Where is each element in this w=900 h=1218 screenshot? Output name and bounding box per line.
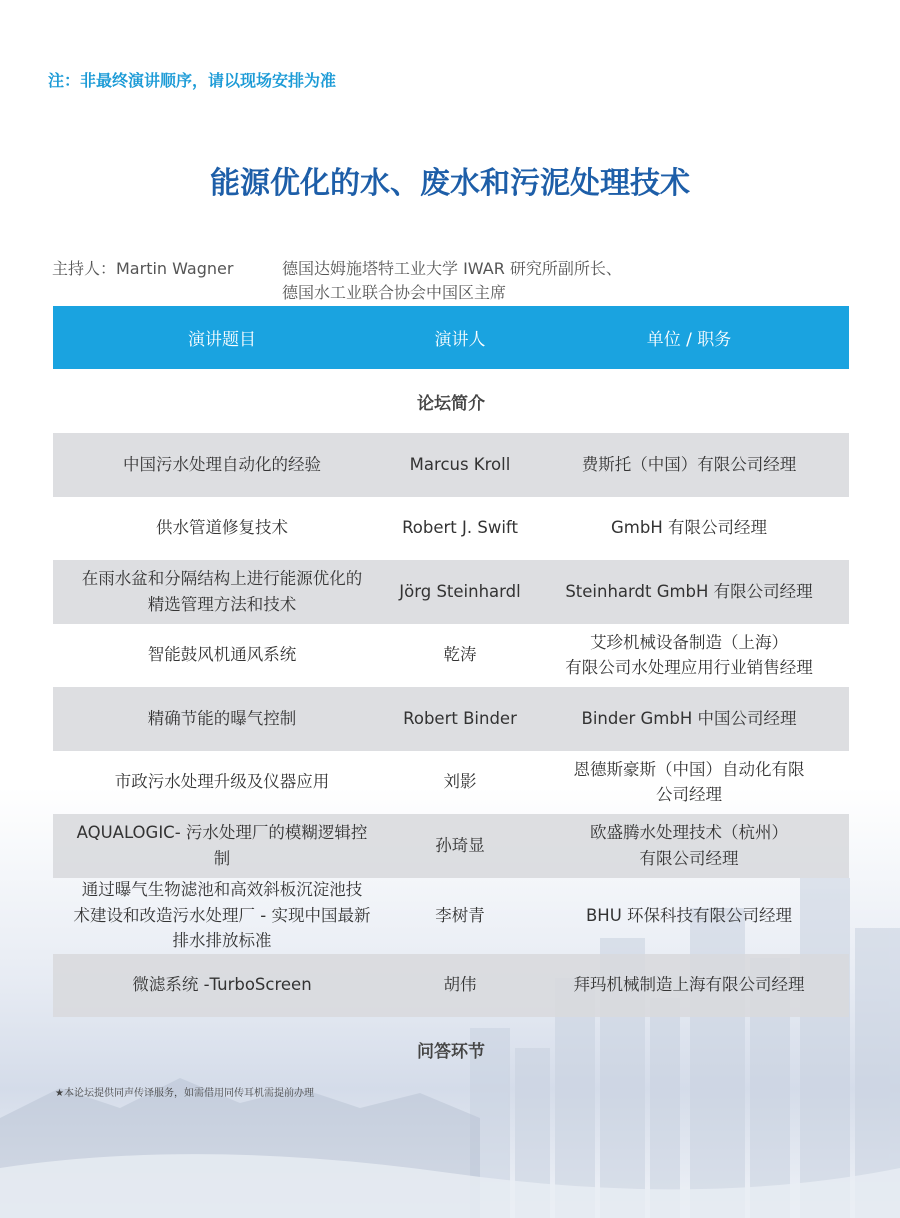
topic-cell-line: 市政污水处理升级及仪器应用 <box>114 772 330 792</box>
organization-cell <box>529 515 849 541</box>
qa-section: 问答环节 <box>417 1041 485 1062</box>
organization-cell <box>529 972 849 998</box>
table-header <box>53 306 849 369</box>
speaker-cell: 孙琦显 <box>435 835 485 855</box>
speaker-cell: Robert J. Swift <box>402 518 518 538</box>
organization-cell-line: 有限公司水处理应用行业销售经理 <box>565 658 813 678</box>
organization-cell-line: 艾珍机械设备制造（上海） <box>590 632 788 652</box>
organization-cell-line: 欧盛腾水处理技术（杭州） <box>590 823 788 843</box>
page-title: 能源优化的水、废水和污泥处理技术 <box>210 166 690 201</box>
topic-cell <box>53 452 391 478</box>
topic-cell <box>53 515 391 541</box>
table-row <box>53 624 849 688</box>
topic-cell-line: 智能鼓风机通风系统 <box>147 645 297 665</box>
organization-cell <box>529 630 849 681</box>
speaker-cell: Jörg Steinhardl <box>399 581 521 601</box>
organization-cell-line: BHU 环保科技有限公司经理 <box>585 905 793 925</box>
topic-cell-line: 术建设和改造污水处理厂 - 实现中国最新 <box>73 905 371 925</box>
topic-cell-line: 供水管道修复技术 <box>156 518 288 538</box>
organization-cell-line: Steinhardt GmbH 有限公司经理 <box>565 581 813 601</box>
topic-cell <box>53 642 391 668</box>
topic-cell <box>53 769 391 795</box>
agenda-table <box>53 306 849 1081</box>
topic-cell <box>53 566 391 617</box>
topic-cell-line: AQUALOGIC- 污水处理厂的模糊逻辑控 <box>76 823 368 843</box>
organization-cell <box>529 706 849 732</box>
speaker-cell: Marcus Kroll <box>409 454 511 474</box>
organization-cell <box>529 452 849 478</box>
table-body <box>53 433 849 1017</box>
note-text: 注：非最终演讲顺序，请以现场安排为准 <box>48 71 337 90</box>
topic-cell-line: 微滤系统 -TurboScreen <box>132 975 312 995</box>
topic-cell <box>53 877 391 954</box>
topic-cell <box>53 972 391 998</box>
organization-cell <box>529 579 849 605</box>
table-row <box>53 687 849 751</box>
table-row <box>53 433 849 497</box>
organization-cell-line: 费斯托（中国）有限公司经理 <box>581 454 797 474</box>
organization-cell-line: 恩德斯豪斯（中国）自动化有限 <box>573 759 805 779</box>
table-row <box>53 954 849 1018</box>
organization-cell-line: GmbH 有限公司经理 <box>611 518 767 538</box>
organization-cell <box>529 820 849 871</box>
host-title-line2: 德国水工业联合协会中国区主席 <box>282 283 507 302</box>
organization-cell-line: 公司经理 <box>656 785 722 805</box>
table-row <box>53 560 849 624</box>
header-topic: 演讲题目 <box>188 330 256 350</box>
organization-cell <box>529 903 849 929</box>
topic-cell-line: 制 <box>213 848 231 868</box>
table-row <box>53 814 849 878</box>
host-title-line1: 德国达姆施塔特工业大学 IWAR 研究所副所长、 <box>282 259 622 278</box>
speaker-cell: Robert Binder <box>403 708 517 728</box>
topic-cell <box>53 820 391 871</box>
table-row <box>53 497 849 561</box>
topic-cell-line: 排水排放标准 <box>172 931 272 951</box>
header-organization: 单位 / 职务 <box>646 330 732 350</box>
topic-cell-line: 精选管理方法和技术 <box>147 594 297 614</box>
topic-cell-line: 通过曝气生物滤池和高效斜板沉淀池技 <box>81 880 363 900</box>
table-row <box>53 878 849 954</box>
topic-cell <box>53 706 391 732</box>
organization-cell-line: 有限公司经理 <box>639 848 739 868</box>
header-speaker: 演讲人 <box>434 330 486 350</box>
organization-cell-line: Binder GmbH 中国公司经理 <box>581 708 797 728</box>
topic-cell-line: 中国污水处理自动化的经验 <box>123 454 321 474</box>
organization-cell-line: 拜玛机械制造上海有限公司经理 <box>573 975 805 995</box>
speaker-cell: 胡伟 <box>443 975 477 995</box>
organization-cell <box>529 757 849 808</box>
topic-cell-line: 在雨水盆和分隔结构上进行能源优化的 <box>81 569 363 589</box>
topic-cell-line: 精确节能的曝气控制 <box>147 708 297 728</box>
intro-section: 论坛简介 <box>417 393 485 414</box>
host-label: 主持人：Martin Wagner <box>52 259 234 278</box>
speaker-cell: 李树青 <box>435 905 485 925</box>
speaker-cell: 乾涛 <box>443 645 477 665</box>
footnote: ★本论坛提供同声传译服务，如需借用同传耳机需提前办理 <box>55 1088 314 1099</box>
table-row <box>53 751 849 815</box>
speaker-cell: 刘影 <box>443 772 477 792</box>
